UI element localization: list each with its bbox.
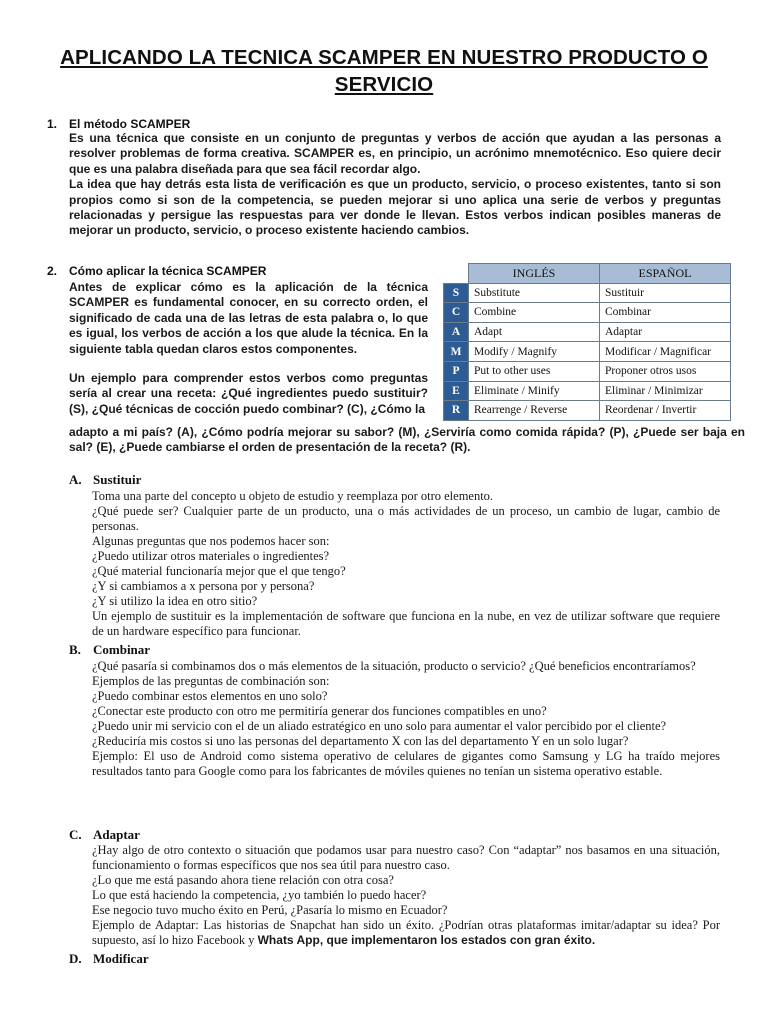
table-row [444, 401, 731, 421]
table-english: Adapt [469, 322, 600, 342]
list-item: ¿Puedo unir mi servicio con el de un aliado estratégico en uno solo para aumentar el valor percibido por el cliente? [92, 719, 667, 733]
table-letter: R [444, 401, 469, 421]
list-item: ¿Hay algo de otro contexto o situación que podamos usar para nuestro caso? Con “adaptar” nos basamos en una situación, funcionamiento o formas específicos que nos sea útil para nuestro caso. [92, 843, 720, 872]
section-2-paragraph-2-continued: adapto a mi país? (A), ¿Cómo podría mejorar su sabor? (M), ¿Serviría como comida rápida? (P), ¿Puede ser baja en sal? (E), ¿Puede cambiarse el orden de presentación de la receta? (R). [69, 425, 745, 455]
subsection-b-title: Combinar [93, 642, 151, 657]
subsection-c-body [92, 843, 720, 948]
table-english: Rearrenge / Reverse [469, 401, 600, 421]
section-2-paragraph-2: Un ejemplo para comprender estos verbos como preguntas sería al crear una receta: ¿Qué ingredientes puedo sustituir? (S), ¿Qué técnicas de cocción puedo combinar? (C), ¿Cómo la [69, 371, 428, 416]
table-letter: E [444, 381, 469, 401]
table-header-row [444, 264, 731, 284]
example-text-bold: Whats App, que implementaron los estados con gran éxito. [257, 933, 596, 947]
section-2-heading [47, 264, 266, 278]
subsection-d-letter: D. [69, 951, 82, 966]
section-2-paragraph-1: Antes de explicar cómo es la aplicación de la técnica SCAMPER es fundamental conocer, en su correcto orden, el significado de cada una de las letras de esta palabra o, lo que es igual, los verbos de acción a los que alude la técnica. En la siguiente tabla quedan claros estos componentes. [69, 280, 428, 356]
subsection-a-title: Sustituir [93, 472, 142, 487]
table-english: Substitute [469, 283, 600, 303]
table-spanish: Modificar / Magnificar [600, 342, 731, 362]
table-spanish: Combinar [600, 303, 731, 323]
table-english: Modify / Magnify [469, 342, 600, 362]
table-english: Put to other uses [469, 361, 600, 381]
list-item: Lo que está haciendo la competencia, ¿yo también lo puedo hacer? [92, 888, 427, 902]
section-2-title: Cómo aplicar la técnica SCAMPER [69, 264, 267, 278]
table-letter: M [444, 342, 469, 362]
table-row [444, 361, 731, 381]
list-item: ¿Qué pasaría si combinamos dos o más elementos de la situación, producto o servicio? ¿Qué beneficios encontraríamos? [92, 659, 696, 673]
table-row [444, 283, 731, 303]
table-english: Combine [469, 303, 600, 323]
table-row [444, 342, 731, 362]
table-spanish: Proponer otros usos [600, 361, 731, 381]
list-item: ¿Qué material funcionaría mejor que el que tengo? [92, 564, 346, 578]
list-item: ¿Y si utilizo la idea en otro sitio? [92, 594, 258, 608]
section-2-number: 2. [47, 264, 58, 278]
subsection-a-body [92, 489, 720, 639]
table-spanish: Sustituir [600, 283, 731, 303]
subsection-a-heading [69, 472, 141, 488]
subsection-a-letter: A. [69, 472, 82, 487]
section-1-heading [47, 117, 190, 131]
list-item: Algunas preguntas que nos podemos hacer son: [92, 534, 330, 548]
section-1-paragraph-1: Es una técnica que consiste en un conjunto de preguntas y verbos de acción que ayudan a las personas a resolver problemas de forma creativa. SCAMPER es, en principio, un acrónimo mnemotécnico. Eso quiere decir que es una palabra diseñada para que sea fácil recordar algo. [69, 131, 721, 176]
section-2-body-continued [69, 425, 745, 456]
section-1-body [69, 131, 721, 239]
subsection-c-letter: C. [69, 827, 82, 842]
subsection-d-heading [69, 951, 149, 967]
section-1-paragraph-2: La idea que hay detrás esta lista de verificación es que un producto, servicio, o proceso existentes, tanto si son propios como si son de la competencia, se pueden mejorar si uno aplica una serie de verbos y preguntas relacionadas y persigue las respuestas para ver donde le llevan. Estos verbos indican posibles maneras de mejorar un producto, servicio, o proceso existente haciendo cambios. [69, 177, 721, 238]
header-ingles: INGLÉS [469, 264, 600, 284]
table-spanish: Adaptar [600, 322, 731, 342]
list-item: Ejemplo: El uso de Android como sistema operativo de celulares de gigantes como Samsung y LG ha traído mejores resultados tanto para Google como para los fabricantes de móviles quienes no tenían un sistema operativo estable. [92, 749, 720, 778]
table-row [444, 381, 731, 401]
table-spanish: Reordenar / Invertir [600, 401, 731, 421]
table-letter: A [444, 322, 469, 342]
list-item: ¿Puedo utilizar otros materiales o ingredientes? [92, 549, 330, 563]
section-1-number: 1. [47, 117, 58, 131]
list-item: ¿Reduciría mis costos si uno las personas del departamento X con las del departamento Y en un solo lugar? [92, 734, 629, 748]
table-english: Eliminate / Minify [469, 381, 600, 401]
list-item: ¿Puedo combinar estos elementos en uno solo? [92, 689, 328, 703]
list-item [92, 918, 720, 948]
list-item: ¿Qué puede ser? Cualquier parte de un producto, una o más actividades de un proceso, un cambio de lugar, cambio de personas. [92, 504, 720, 533]
subsection-c-heading [69, 827, 140, 843]
header-espanol: ESPAÑOL [600, 264, 731, 284]
list-item: ¿Lo que me está pasando ahora tiene relación con otra cosa? [92, 873, 394, 887]
table-letter: P [444, 361, 469, 381]
example-text: Ejemplo de Adaptar: Las historias de Snapchat han sido un éxito. ¿Podrían otras plataformas imitar/adaptar su idea? Por supuesto, así lo hizo Facebook y [92, 918, 720, 947]
subsection-b-body [92, 659, 720, 779]
scamper-table [443, 263, 731, 421]
subsection-d-title: Modificar [93, 951, 149, 966]
list-item: Toma una parte del concepto u objeto de estudio y reemplaza por otro elemento. [92, 489, 494, 503]
page-title: APLICANDO LA TECNICA SCAMPER EN NUESTRO PRODUCTO O SERVICIO [60, 46, 708, 96]
table-row [444, 322, 731, 342]
table-spanish: Eliminar / Minimizar [600, 381, 731, 401]
list-item: Ese negocio tuvo mucho éxito en Perú, ¿Pasaría lo mismo en Ecuador? [92, 903, 448, 917]
list-item: ¿Y si cambiamos a x persona por y persona? [92, 579, 315, 593]
section-2-body [69, 280, 428, 417]
list-item: Un ejemplo de sustituir es la implementación de software que funciona en la nube, en vez de utilizar software que requiere de un hardware específico para funcionar. [92, 609, 720, 638]
list-item: ¿Conectar este producto con otro me permitiría generar dos funciones compatibles en uno? [92, 704, 547, 718]
table-letter: C [444, 303, 469, 323]
list-item: Ejemplos de las preguntas de combinación son: [92, 674, 330, 688]
subsection-c-title: Adaptar [93, 827, 140, 842]
subsection-b-letter: B. [69, 642, 81, 657]
table-row [444, 303, 731, 323]
table-letter: S [444, 283, 469, 303]
subsection-b-heading [69, 642, 150, 658]
table-corner-cell [444, 264, 469, 284]
section-1-title: El método SCAMPER [69, 117, 191, 131]
